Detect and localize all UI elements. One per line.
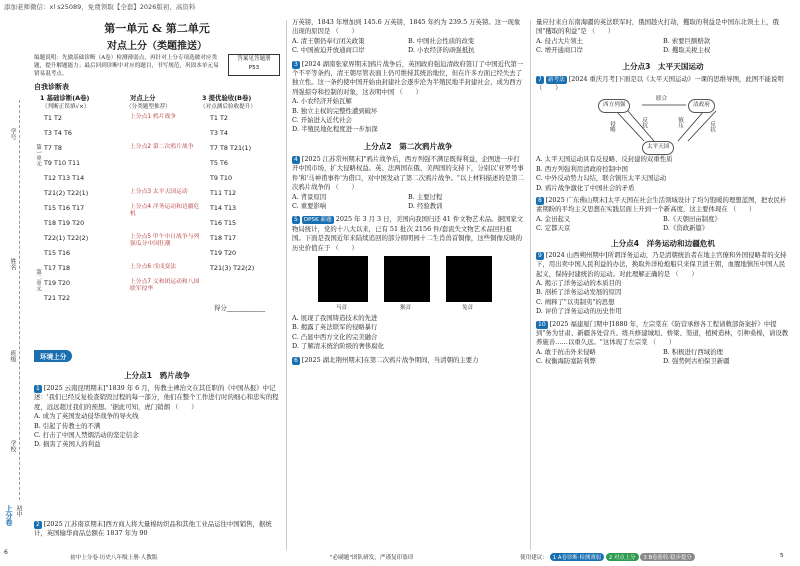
diagnosis-row	[44, 144, 280, 159]
diagnosis-b-items[interactable]: T14 T13	[210, 204, 237, 212]
q3-option-d[interactable]: D. 半殖民地化程度进一步加深	[292, 125, 378, 134]
usage-step-1: 1 A卷诊断·检测薄弱	[550, 553, 604, 561]
page-number-left: 6	[4, 549, 8, 556]
q4-paren: （ ）	[332, 183, 358, 192]
diagnosis-row	[44, 234, 280, 249]
diagnosis-a-items[interactable]: T9 T10 T11	[44, 159, 81, 167]
diagnosis-point-link[interactable]: 上分点4 洋务运动和边疆危机	[130, 204, 200, 217]
question-6	[292, 356, 524, 365]
diagnosis-b-items[interactable]: T9 T10	[210, 174, 233, 182]
footer-book-title: 初中上分卷·历史八年级上册·人教版	[70, 555, 158, 561]
q1-option-d[interactable]: D. 损害了英国人的利益	[34, 440, 101, 449]
q3-number: 3	[294, 60, 298, 68]
taiping-mind-map	[536, 95, 790, 155]
q2-option-d[interactable]: D. 小农经济的顽强抵抗	[408, 46, 475, 55]
diagnosis-a-items[interactable]: T7 T8	[44, 144, 62, 152]
q3-stem: [2024 湖南张家界期末]鸦片战争后，英国政府强迫清政府签订了中国近代第一个不平等条约，清王朝尽管表面上仍可维持其统治地位，但在许多方面已经失去了独立性。这一条约使中国开始由封建社会逐步沦为半殖民地半封建社会，成为西方列强掠夺和控制的对象，这表明中国	[292, 59, 524, 96]
section-header: 环境上分	[34, 350, 72, 362]
diagnosis-a-items[interactable]: T15 T16 T17	[44, 204, 85, 212]
q1-option-b[interactable]: B. 引起了传教士的不满	[34, 421, 101, 430]
unit1-label: 第一单元	[35, 144, 41, 167]
question-6-cont	[536, 18, 790, 56]
q10-option-c[interactable]: C. 权衡海防塞防利弊	[536, 357, 596, 366]
question-7	[536, 75, 790, 193]
q3-option-a[interactable]: A. 小农经济开始瓦解	[292, 97, 352, 106]
q9-option-a[interactable]: A. 揭示了洋务运动的本质目的	[536, 278, 622, 287]
diagnosis-row	[44, 129, 280, 144]
col1-header: 1 基础诊断(A卷)	[40, 94, 90, 102]
q4-option-a[interactable]: A. 背景原因	[292, 192, 327, 201]
q6-option-a[interactable]: A. 侵占大片领土	[536, 36, 584, 45]
q2-stem-cont: 万英镑，1843 年增加到 145.6 万英镑，1845 年约为 239.5 万英镑。这一现象出现的原因是	[292, 18, 521, 36]
col1-sub: （判断正误填√×）	[42, 104, 90, 110]
diagnosis-b-items[interactable]: T7 T8 T21(1)	[210, 144, 252, 152]
answer-label: 答案见答题册	[237, 56, 271, 62]
diagnosis-point-link[interactable]: 上分点6 戊戌变法	[130, 264, 177, 270]
q5-tag: DPSK 新题	[303, 217, 332, 224]
footer-copyright: "必刷题"团队研发，严谨复印盗印	[330, 555, 414, 561]
diagnosis-b-items[interactable]: T19 T20	[210, 249, 237, 257]
brand-label: 上分卷	[5, 505, 13, 526]
diagnosis-row	[44, 189, 280, 204]
diagnosis-point-link[interactable]: 上分点2 第二次鸦片战争	[130, 144, 194, 150]
diagnosis-point-link[interactable]: 上分点7 义和团运动和八国联军侵华	[130, 279, 200, 292]
point-3-title: 上分点3 太平天国运动	[622, 61, 704, 71]
q6-paren: （ ）	[588, 27, 615, 36]
diagnosis-heading: 自我诊断表	[34, 83, 69, 91]
q5-option-d[interactable]: D. 了解清末统治阶级的奢侈腐化	[292, 342, 385, 351]
q6-option-b[interactable]: B. 索要巨额赔款	[663, 36, 711, 45]
q2-option-a[interactable]: A. 清王朝仍奉行闭关政策	[292, 36, 365, 45]
answer-box	[228, 54, 280, 76]
diagnosis-b-items[interactable]: T5 T6	[210, 159, 228, 167]
diagnosis-rows	[44, 114, 280, 309]
diagnosis-row	[44, 279, 280, 294]
q10-option-d[interactable]: D. 强势阿古柏保卫新疆	[663, 357, 730, 366]
diagnosis-b-items[interactable]: T1 T2	[210, 114, 228, 122]
q4-option-c[interactable]: C. 重要影响	[292, 201, 327, 210]
q8-option-a[interactable]: A. 金田起义	[536, 214, 571, 223]
q6-number: 6	[294, 356, 298, 364]
student-number-label: 学号	[9, 128, 16, 140]
rabbit-head-image	[446, 256, 492, 302]
diagnosis-row	[44, 204, 280, 219]
q5-stem: 2025 年 3 月 3 日，美国向我国归还 41 件文物艺术品。据国家文物局统计，党的十八大以来，已有 51 批次 2156 件/套流失文物艺术品回归祖国。下面是我国近年来陆续追回的部分圆明园十二生肖兽首铜像，这些铜像反映的历史价值在于	[292, 215, 524, 252]
q9-option-c[interactable]: C. 阐释了"以夷制夷"的思想	[536, 297, 615, 306]
q6-stem: [2025 湖北荆州期末]在第二次鸦片战争期间，当清朝的主要力	[301, 355, 479, 364]
diagnosis-a-items[interactable]: T18 T19 T20	[44, 219, 85, 227]
diagnosis-b-items[interactable]: T18 T17	[210, 234, 237, 242]
question-2	[34, 520, 280, 539]
q8-stem: [2025 广东佛山期末]太平天国在社会生活领域设计了均匀饱暖的理想蓝图，把农民朴素期盼的平均主义思想在实践层面上升到一个新高度，这主要体现在	[536, 196, 787, 214]
class-label: 班级	[9, 350, 16, 362]
unit2-label: 第二单元	[35, 269, 41, 292]
page-title: 对点上分（类题推送）	[107, 41, 207, 52]
q7-tag: 新考法	[547, 76, 565, 83]
intro-text: 编题说明：先做基础诊断（A卷）检测薄弱点，再针对上分专项选做对应类题，提升解题能力；最后回到诊断中对应的题目，书写规范，巩固本单元易错易混考点。	[34, 55, 219, 77]
q8-option-b[interactable]: B.《天朝田亩制度》	[663, 214, 721, 223]
col2-header: 对点上分	[130, 94, 156, 102]
diagnosis-row	[44, 159, 280, 174]
unit-title: 第一单元 & 第二单元	[104, 22, 210, 35]
q7-option-b[interactable]: B. 西方列强利用清政府控制中国	[536, 164, 628, 173]
q3-paren: （ ）	[396, 87, 422, 96]
point-2-title: 上分点2 第二次鸦片战争	[363, 141, 453, 151]
q3-option-c[interactable]: C. 开始进入近代社会	[292, 116, 352, 125]
diagnosis-a-items[interactable]: T21(2) T22(1)	[44, 189, 89, 197]
question-4	[292, 155, 524, 211]
school-label: 学校	[9, 440, 16, 452]
left-binding-sidebar	[0, 0, 30, 566]
q9-option-d[interactable]: D. 评价了洋务运动的历史作用	[536, 307, 622, 316]
diagnosis-point-link[interactable]: 上分点5 甲午中日战争与列强瓜分中国狂潮	[130, 234, 200, 247]
q3-option-b[interactable]: B. 独立主权的完整性遭到破坏	[292, 106, 378, 115]
diagnosis-a-items[interactable]: T17 T18	[44, 264, 71, 272]
footer-usage	[520, 553, 695, 561]
q2-stem: [2025 江苏南京期末]西方商人将大量棉纺织品和其他工业品运往中国销售，据统计，英国输华商品总额在 1837 年为 90	[34, 520, 272, 538]
q2-option-b[interactable]: B. 中国社会性质的改变	[408, 36, 475, 45]
q10-stem: [2025 福建厦门期中]1880 年，左宗棠在《防营承修各工程请敕部备案折》中提到"务为甘肃、新疆各处营兵、练兵修建城垣、桥梁、渠道，植树造林，引种桑棉，请设教养施善……以重久远。"这体现了左宗棠	[536, 319, 789, 347]
q6-stem-cont: 量应付来自东南海疆的英法联军时，俄国趁火打劫，攫取的利益是中国东北领土上，俄国"攫取的利益"是	[536, 18, 779, 36]
name-label: 姓名	[9, 258, 16, 270]
question-10	[536, 320, 790, 367]
question-1	[34, 384, 280, 450]
diagnosis-a-items[interactable]: T12 T13 T14	[44, 174, 85, 182]
diagnosis-b-items[interactable]: T3 T4	[210, 129, 228, 137]
q1-option-c[interactable]: C. 打击了中国人禁烟活动的坚定信念	[34, 431, 139, 440]
question-2-cont	[292, 18, 524, 56]
q1-option-a[interactable]: A. 成为了英国发动侵华战争的导火线	[34, 412, 139, 421]
question-8	[536, 196, 790, 234]
q4-stem: [2025 江苏常州期末]"鸦片战争后，西方列强不满足既得利益，企图进一步打开中国市场，扩大侵略权益。英、法两国在俄、美两国的支持下，分别以'亚罗号事件'和'马神甫事件'为借口，对中国发动了第二次鸦片战争。"以上材料描述的是第二次鸦片战争的	[292, 154, 524, 192]
usage-step-2: 2 对点上分	[606, 553, 639, 561]
monkey-head-caption: 猴首	[400, 304, 412, 311]
q7-stem: [2024 重庆月考]下面是以《太平天国运动》一课的思维导图，此图不能说明	[568, 74, 784, 83]
q6-option-d[interactable]: D. 攫取关税主权	[663, 46, 711, 55]
q4-option-d[interactable]: D. 经验教训	[408, 201, 443, 210]
diagnosis-row	[44, 174, 280, 189]
diagnosis-row	[44, 114, 280, 129]
rel-ally: 联合	[656, 96, 668, 103]
q2-paren: （ ）	[332, 27, 358, 36]
q10-number: 10	[538, 320, 546, 328]
q9-stem: [2024 山西朔州期中]所谓洋务运动，乃是清朝统治者在地主官僚和外国侵略者的支持下，用出卖中国人民利益的办法，换取外洋枪炮船只来保卫清王朝，血腥地镇压中国人民起义，保持封建统治的运动。对此理解正确的是	[536, 250, 787, 278]
diagnosis-a-items[interactable]: T22(1) T22(2)	[44, 234, 89, 242]
q6-option-c[interactable]: C. 增开通商口岸	[536, 46, 584, 55]
q10-option-b[interactable]: B. 积极进行西域治理	[663, 347, 723, 356]
q4-number: 4	[294, 155, 298, 163]
diagnosis-table	[34, 94, 280, 354]
horse-head-image	[318, 256, 368, 302]
q1-number: 1	[36, 385, 40, 392]
diagnosis-b-items[interactable]: T16 T15	[210, 219, 237, 227]
q7-option-a[interactable]: A. 太平天国运动具有反侵略、反封建的双重性质	[536, 155, 673, 164]
bronze-heads-images	[292, 256, 524, 314]
q5-paren: （ ）	[332, 243, 358, 252]
q10-paren: （ ）	[649, 338, 676, 347]
node-taiping: 太平天国	[642, 141, 674, 154]
q5-option-c[interactable]: C. 凸显中西方文化的完美融合	[292, 332, 378, 341]
rel-resist-right: 反抗	[709, 121, 715, 133]
q5-option-b[interactable]: B. 揭露了英法联军的侵略暴行	[292, 323, 378, 332]
usage-label: 使用建议：	[520, 555, 548, 561]
diagnosis-a-items[interactable]: T1 T2	[44, 114, 62, 122]
question-5	[292, 215, 524, 351]
diagnosis-a-items[interactable]: T3 T4 T6	[44, 129, 72, 137]
usage-step-3: 3 B卷验收·稳步提分	[640, 553, 694, 561]
q8-paren: （ ）	[729, 205, 756, 214]
diagnosis-point-link[interactable]: 上分点1 鸦片战争	[130, 114, 177, 120]
q10-option-a[interactable]: A. 敢于抗击外来侵略	[536, 347, 596, 356]
q8-option-d[interactable]: D.《资政新篇》	[663, 224, 709, 233]
q9-paren: （ ）	[672, 269, 698, 278]
page-number-right: 5	[780, 553, 784, 559]
col2-sub: （分类题型推荐）	[126, 104, 171, 110]
q4-option-b[interactable]: B. 主要过程	[408, 192, 443, 201]
q7-paren: （ ）	[536, 84, 562, 93]
answer-page: P53	[248, 65, 260, 71]
q7-number: 7	[538, 75, 542, 83]
q8-number: 8	[538, 197, 542, 205]
q1-paren: （ ）	[172, 402, 198, 411]
diagnosis-a-items[interactable]: T19 T20	[44, 279, 71, 287]
diagnosis-b-items[interactable]: T11 T12	[210, 189, 237, 197]
seal-line	[19, 100, 20, 500]
diagnosis-row	[44, 249, 280, 264]
rabbit-head-caption: 兔首	[462, 304, 474, 311]
diagnosis-a-items[interactable]: T21 T22	[44, 294, 71, 302]
point-1-title: 上分点1 鸦片战争	[123, 371, 191, 380]
column-1	[34, 20, 280, 538]
q8-option-c[interactable]: C. 定都天京	[536, 224, 571, 233]
column-2	[292, 18, 524, 365]
rel-invade: 侵略	[609, 121, 615, 133]
q9-number: 9	[538, 251, 542, 259]
q7-option-c[interactable]: C. 中外反动势力勾结，联合镇压太平天国运动	[536, 174, 667, 183]
col3-header: 3 提优验收(B卷)	[202, 94, 252, 102]
q5-option-a[interactable]: A. 展现了我国铸造技术的先进	[292, 313, 378, 322]
q7-option-d[interactable]: D. 鸦片战争激化了中国社会的矛盾	[536, 183, 635, 192]
point-4-title: 上分点4 洋务运动和边疆危机	[610, 238, 715, 248]
q9-option-b[interactable]: B. 剖析了洋务运动发展的原因	[536, 288, 622, 297]
question-9	[536, 251, 790, 317]
diagnosis-a-items[interactable]: T15 T16	[44, 249, 71, 257]
monkey-head-image	[384, 256, 430, 302]
q2-number: 2	[36, 521, 40, 528]
node-qing-government: 清政府	[688, 99, 715, 112]
horse-head-caption: 马首	[336, 304, 348, 311]
q1-stem: [2025 云南昆明期末]"1839 年 6 月，传教士裨治文在其任职的《中国丛报》中记述：'我们已经反复检查销毁过程的每一部分，他们在整个工作进行时的细心和忠实的程度，远远超过我们的预想。'据此可知，虎门销烟	[34, 384, 279, 411]
column-divider-1	[286, 20, 287, 550]
brand-sub-label: 初中	[15, 505, 22, 517]
rel-suppress: 镇压	[677, 117, 683, 129]
column-3	[536, 18, 790, 367]
diagnosis-row	[44, 264, 280, 279]
rel-resist-left: 反抗	[641, 117, 647, 129]
column-divider-2	[530, 20, 531, 550]
q5-number: 5	[294, 216, 298, 224]
q2-option-c[interactable]: C. 中国被迫开放通商口岸	[292, 46, 365, 55]
node-western-powers: 西方列强	[598, 99, 630, 112]
diagnosis-row	[44, 219, 280, 234]
question-3	[292, 60, 524, 135]
diagnosis-b-items[interactable]: T21(3) T22(2)	[210, 264, 255, 272]
diagnosis-point-link[interactable]: 上分点3 太平天国运动	[130, 189, 188, 195]
watermark: 添加老师微信：xl s25089，免费领取【全套】2026版初、高资料	[4, 3, 196, 11]
col3-sub: （对点测后验收提升）	[200, 104, 256, 110]
score-label: 得分____________	[214, 304, 266, 312]
